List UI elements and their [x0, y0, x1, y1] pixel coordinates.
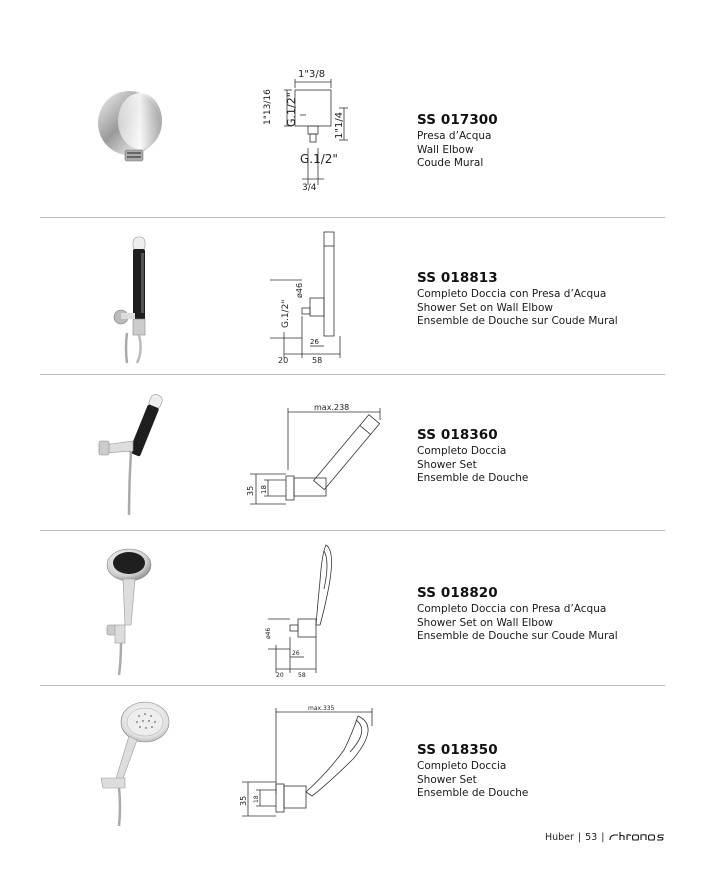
- stick-shower-drawing: [240, 228, 390, 366]
- shower-set-drawing: [240, 400, 390, 515]
- product-info: [417, 270, 687, 329]
- product-row-ss017300: [0, 60, 710, 217]
- dim-h1: 35: [246, 485, 255, 496]
- round-shower-drawing: [240, 541, 390, 681]
- product-desc-fr: Ensemble de Douche: [417, 787, 529, 799]
- dim-offset: 1"1/4: [334, 111, 345, 139]
- dim-h1: 35: [239, 795, 248, 806]
- dim-bottom: 3/4: [302, 183, 317, 193]
- product-desc-it: Completo Doccia: [417, 760, 507, 772]
- footer-separator: |: [601, 831, 605, 843]
- product-code: SS 018350: [417, 742, 498, 758]
- wall-elbow-drawing: [240, 65, 390, 195]
- dim-diameter: ø46: [265, 627, 272, 639]
- product-info: [417, 585, 687, 644]
- product-info: [417, 112, 687, 171]
- footer-separator: |: [577, 831, 582, 843]
- dim-d1: 20: [276, 672, 284, 679]
- product-desc-en: Shower Set on Wall Elbow: [417, 301, 553, 314]
- dim-h2: 18: [253, 795, 260, 803]
- product-row-ss018350: [0, 686, 710, 826]
- round-hand-shower-drawing: [240, 706, 390, 824]
- footer-logo-text: [608, 831, 612, 832]
- product-desc-it: Completo Doccia con Presa d’Acqua: [417, 603, 607, 615]
- product-desc-it: Presa d’Acqua: [417, 130, 492, 142]
- dim-thread: G.1/2": [281, 299, 291, 328]
- footer-page-number: 53: [585, 831, 598, 843]
- dim-d2: 58: [312, 356, 323, 365]
- product-desc-en: Shower Set on Wall Elbow: [417, 616, 553, 629]
- product-desc-it: Completo Doccia: [417, 445, 507, 457]
- product-desc-it: Completo Doccia con Presa d’Acqua: [417, 288, 607, 300]
- footer-brand: Huber: [545, 831, 574, 843]
- product-desc-fr: Coude Mural: [417, 157, 484, 169]
- dim-d3: 26: [310, 338, 319, 346]
- round-hand-shower-photo: [85, 696, 195, 826]
- dim-thread-bottom: G.1/2": [300, 152, 338, 166]
- dim-h2: 18: [260, 485, 268, 494]
- dim-d3: 26: [292, 650, 300, 657]
- dim-width: 1"3/8: [298, 69, 326, 80]
- product-desc-fr: Ensemble de Douche sur Coude Mural: [417, 630, 618, 642]
- dim-max: max.335: [308, 705, 335, 712]
- product-code: SS 018820: [417, 585, 498, 601]
- product-row-ss018360: [0, 375, 710, 530]
- product-code: SS 017300: [417, 112, 498, 128]
- product-info: [417, 427, 687, 486]
- product-code: SS 018813: [417, 270, 498, 286]
- dim-max: max.238: [314, 403, 350, 412]
- wall-elbow-photo: [85, 88, 195, 168]
- dim-d1: 20: [278, 356, 289, 365]
- dim-thread-top: G.1/2": [285, 92, 298, 127]
- product-desc-en: Shower Set: [417, 458, 477, 471]
- dim-d2: 58: [298, 672, 306, 679]
- dim-diameter: ø46: [295, 282, 304, 298]
- product-info: [417, 742, 687, 801]
- shower-set-photo: [85, 393, 195, 518]
- stick-shower-set-photo: [85, 233, 195, 363]
- page-footer: [545, 829, 675, 845]
- chronos-logo-icon: [608, 831, 666, 843]
- product-desc-en: Shower Set: [417, 773, 477, 786]
- product-desc-fr: Ensemble de Douche sur Coude Mural: [417, 315, 618, 327]
- dim-height: 1"13/16: [263, 89, 273, 125]
- product-desc-fr: Ensemble de Douche: [417, 472, 529, 484]
- product-row-ss018813: [0, 218, 710, 374]
- product-row-ss018820: [0, 531, 710, 685]
- product-desc-en: Wall Elbow: [417, 143, 474, 156]
- round-shower-set-photo: [85, 545, 195, 675]
- product-code: SS 018360: [417, 427, 498, 443]
